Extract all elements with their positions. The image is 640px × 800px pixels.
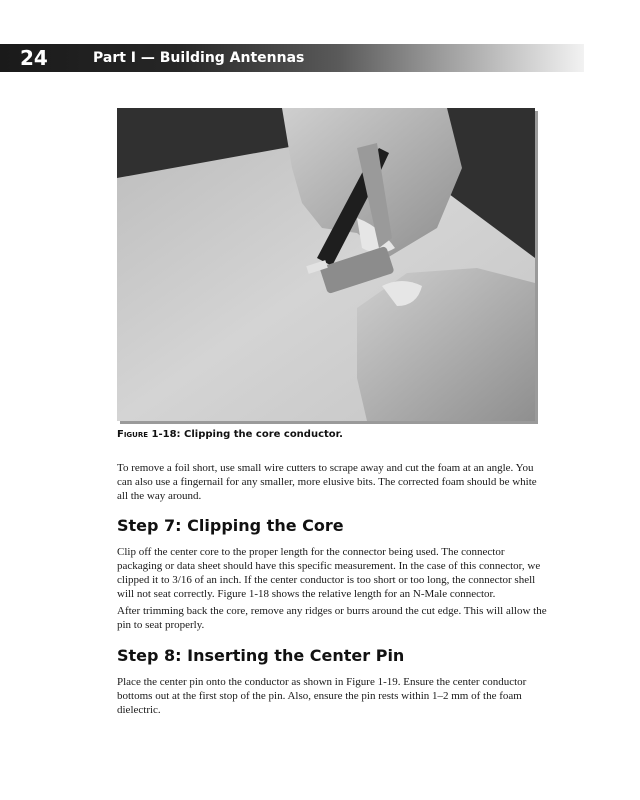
heading-step-8: Step 8: Inserting the Center Pin: [117, 646, 405, 665]
paragraph-step-7-burrs: After trimming back the core, remove any ridges or burrs around the cut edge. This will allow the pin to seat properly.: [117, 605, 547, 631]
figure-photo: [117, 108, 535, 421]
figure-caption: [117, 429, 343, 440]
paragraph-step-8-pin: Place the center pin onto the conductor as shown in Figure 1-19. Ensure the center conductor bottoms out at the first stop of the pin. Also, ensure the pin rests within 1–2 mm of the foam dielectric.: [117, 676, 527, 716]
figure-caption-text: Clipping the core conductor.: [184, 429, 343, 440]
photo-hands-clipping-conductor-illustration: [117, 108, 535, 421]
running-header-title: Part I — Building Antennas: [93, 50, 305, 66]
paragraph-step-7-clip: Clip off the center core to the proper length for the connector being used. The connector packaging or data sheet should have this specific measurement. In the case of this connector, we clipped it to 3/16 of an inch. If the center conductor is too short or too long, the connector shell will not seat correctly. Figure 1-18 shows the relative length for an N-Male connector.: [117, 546, 541, 600]
paragraph-foil-short: To remove a foil short, use small wire cutters to scrape away and cut the foam at an angle. You can also use a fingernail for any smaller, more elusive bits. The corrected foam should be white all the way around.: [117, 462, 537, 502]
figure-label: Figure 1-18:: [117, 429, 181, 440]
page-number: 24: [20, 46, 48, 70]
heading-step-7: Step 7: Clipping the Core: [117, 516, 344, 535]
